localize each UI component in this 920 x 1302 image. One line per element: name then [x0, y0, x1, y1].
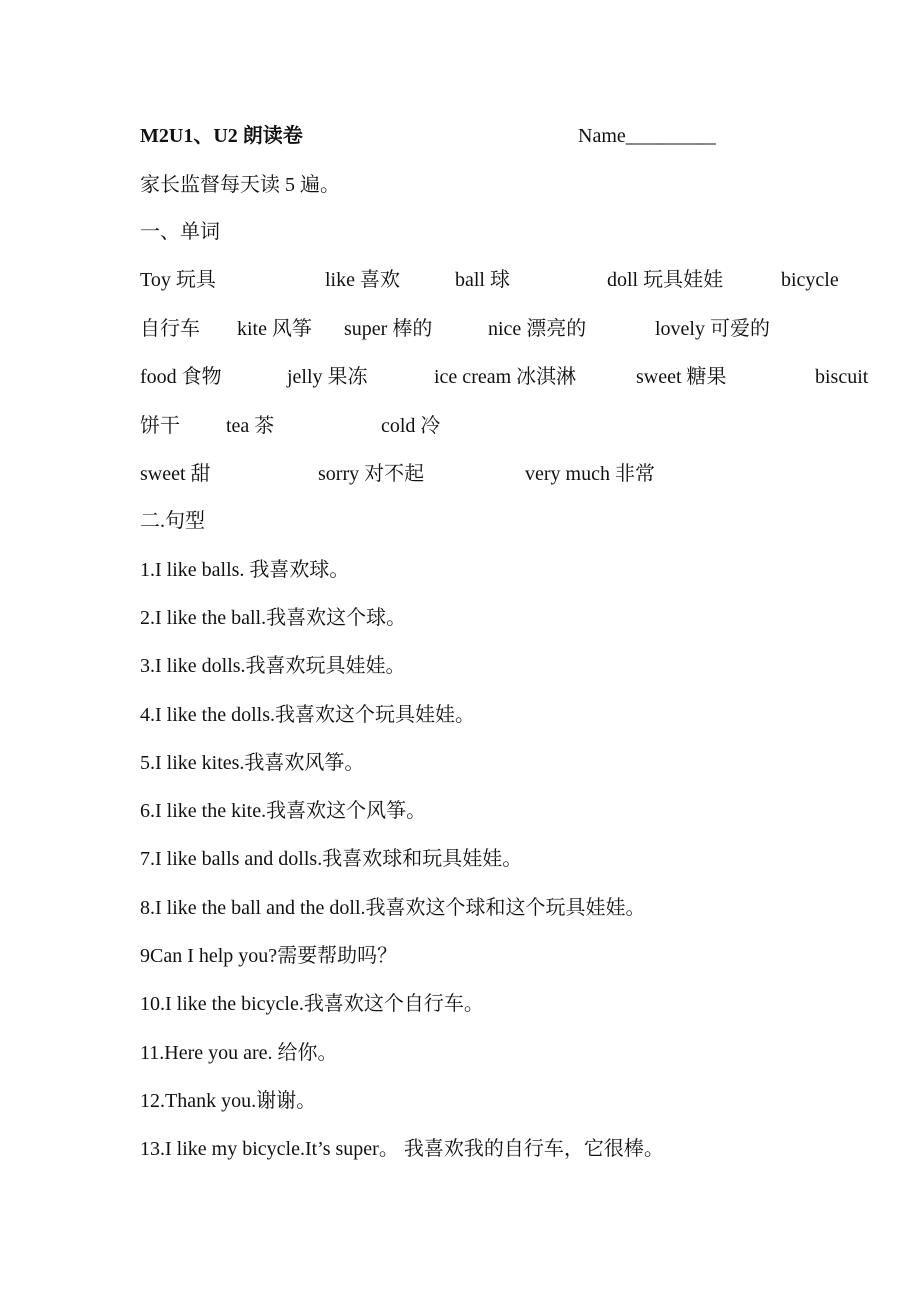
word-item: cold 冷: [381, 415, 441, 437]
sentence-item: 4.I like the dolls.我喜欢这个玩具娃娃。: [140, 704, 475, 726]
word-item: food 食物: [140, 366, 222, 388]
sentence-item: 6.I like the kite.我喜欢这个风筝。: [140, 800, 427, 822]
word-item: super 棒的: [344, 318, 433, 340]
sentence-item: 13.I like my bicycle.It’s super。 我喜欢我的自行车，它很棒。: [140, 1138, 664, 1160]
sentence-item: 12.Thank you.谢谢。: [140, 1090, 317, 1112]
word-item: sweet 糖果: [636, 366, 727, 388]
document-title: M2U1、U2 朗读卷: [140, 125, 303, 147]
word-item: like 喜欢: [325, 269, 400, 291]
word-item: kite 风筝: [237, 318, 312, 340]
name-field-label: Name_________: [578, 125, 716, 147]
sentence-item: 10.I like the bicycle.我喜欢这个自行车。: [140, 993, 484, 1015]
word-item: 自行车: [140, 318, 200, 340]
word-item: ice cream 冰淇淋: [434, 366, 577, 388]
sentence-item: 7.I like balls and dolls.我喜欢球和玩具娃娃。: [140, 848, 523, 870]
section-heading-sentences: 二.句型: [140, 510, 205, 532]
sentence-item: 1.I like balls. 我喜欢球。: [140, 559, 350, 581]
section-heading-words: 一、单词: [140, 221, 220, 243]
sentence-item: 9Can I help you?需要帮助吗？: [140, 945, 398, 967]
word-item: jelly 果冻: [287, 366, 368, 388]
word-item: lovely 可爱的: [655, 318, 770, 340]
word-item: sorry 对不起: [318, 463, 425, 485]
word-item: nice 漂亮的: [488, 318, 587, 340]
word-item: ball 球: [455, 269, 510, 291]
word-item: 饼干: [140, 415, 180, 437]
word-item: doll 玩具娃娃: [607, 269, 724, 291]
word-item: sweet 甜: [140, 463, 211, 485]
sentence-item: 2.I like the ball.我喜欢这个球。: [140, 607, 407, 629]
sentence-item: 11.Here you are. 给你。: [140, 1042, 338, 1064]
word-item: biscuit: [815, 366, 869, 388]
word-item: tea 茶: [226, 415, 275, 437]
word-item: Toy 玩具: [140, 269, 216, 291]
sentence-item: 8.I like the ball and the doll.我喜欢这个球和这个玩具娃娃。: [140, 897, 646, 919]
word-item: very much 非常: [525, 463, 655, 485]
sentence-item: 3.I like dolls.我喜欢玩具娃娃。: [140, 655, 406, 677]
instruction-text: 家长监督每天读 5 遍。: [140, 174, 340, 196]
sentence-item: 5.I like kites.我喜欢风筝。: [140, 752, 365, 774]
word-item: bicycle: [781, 269, 839, 291]
